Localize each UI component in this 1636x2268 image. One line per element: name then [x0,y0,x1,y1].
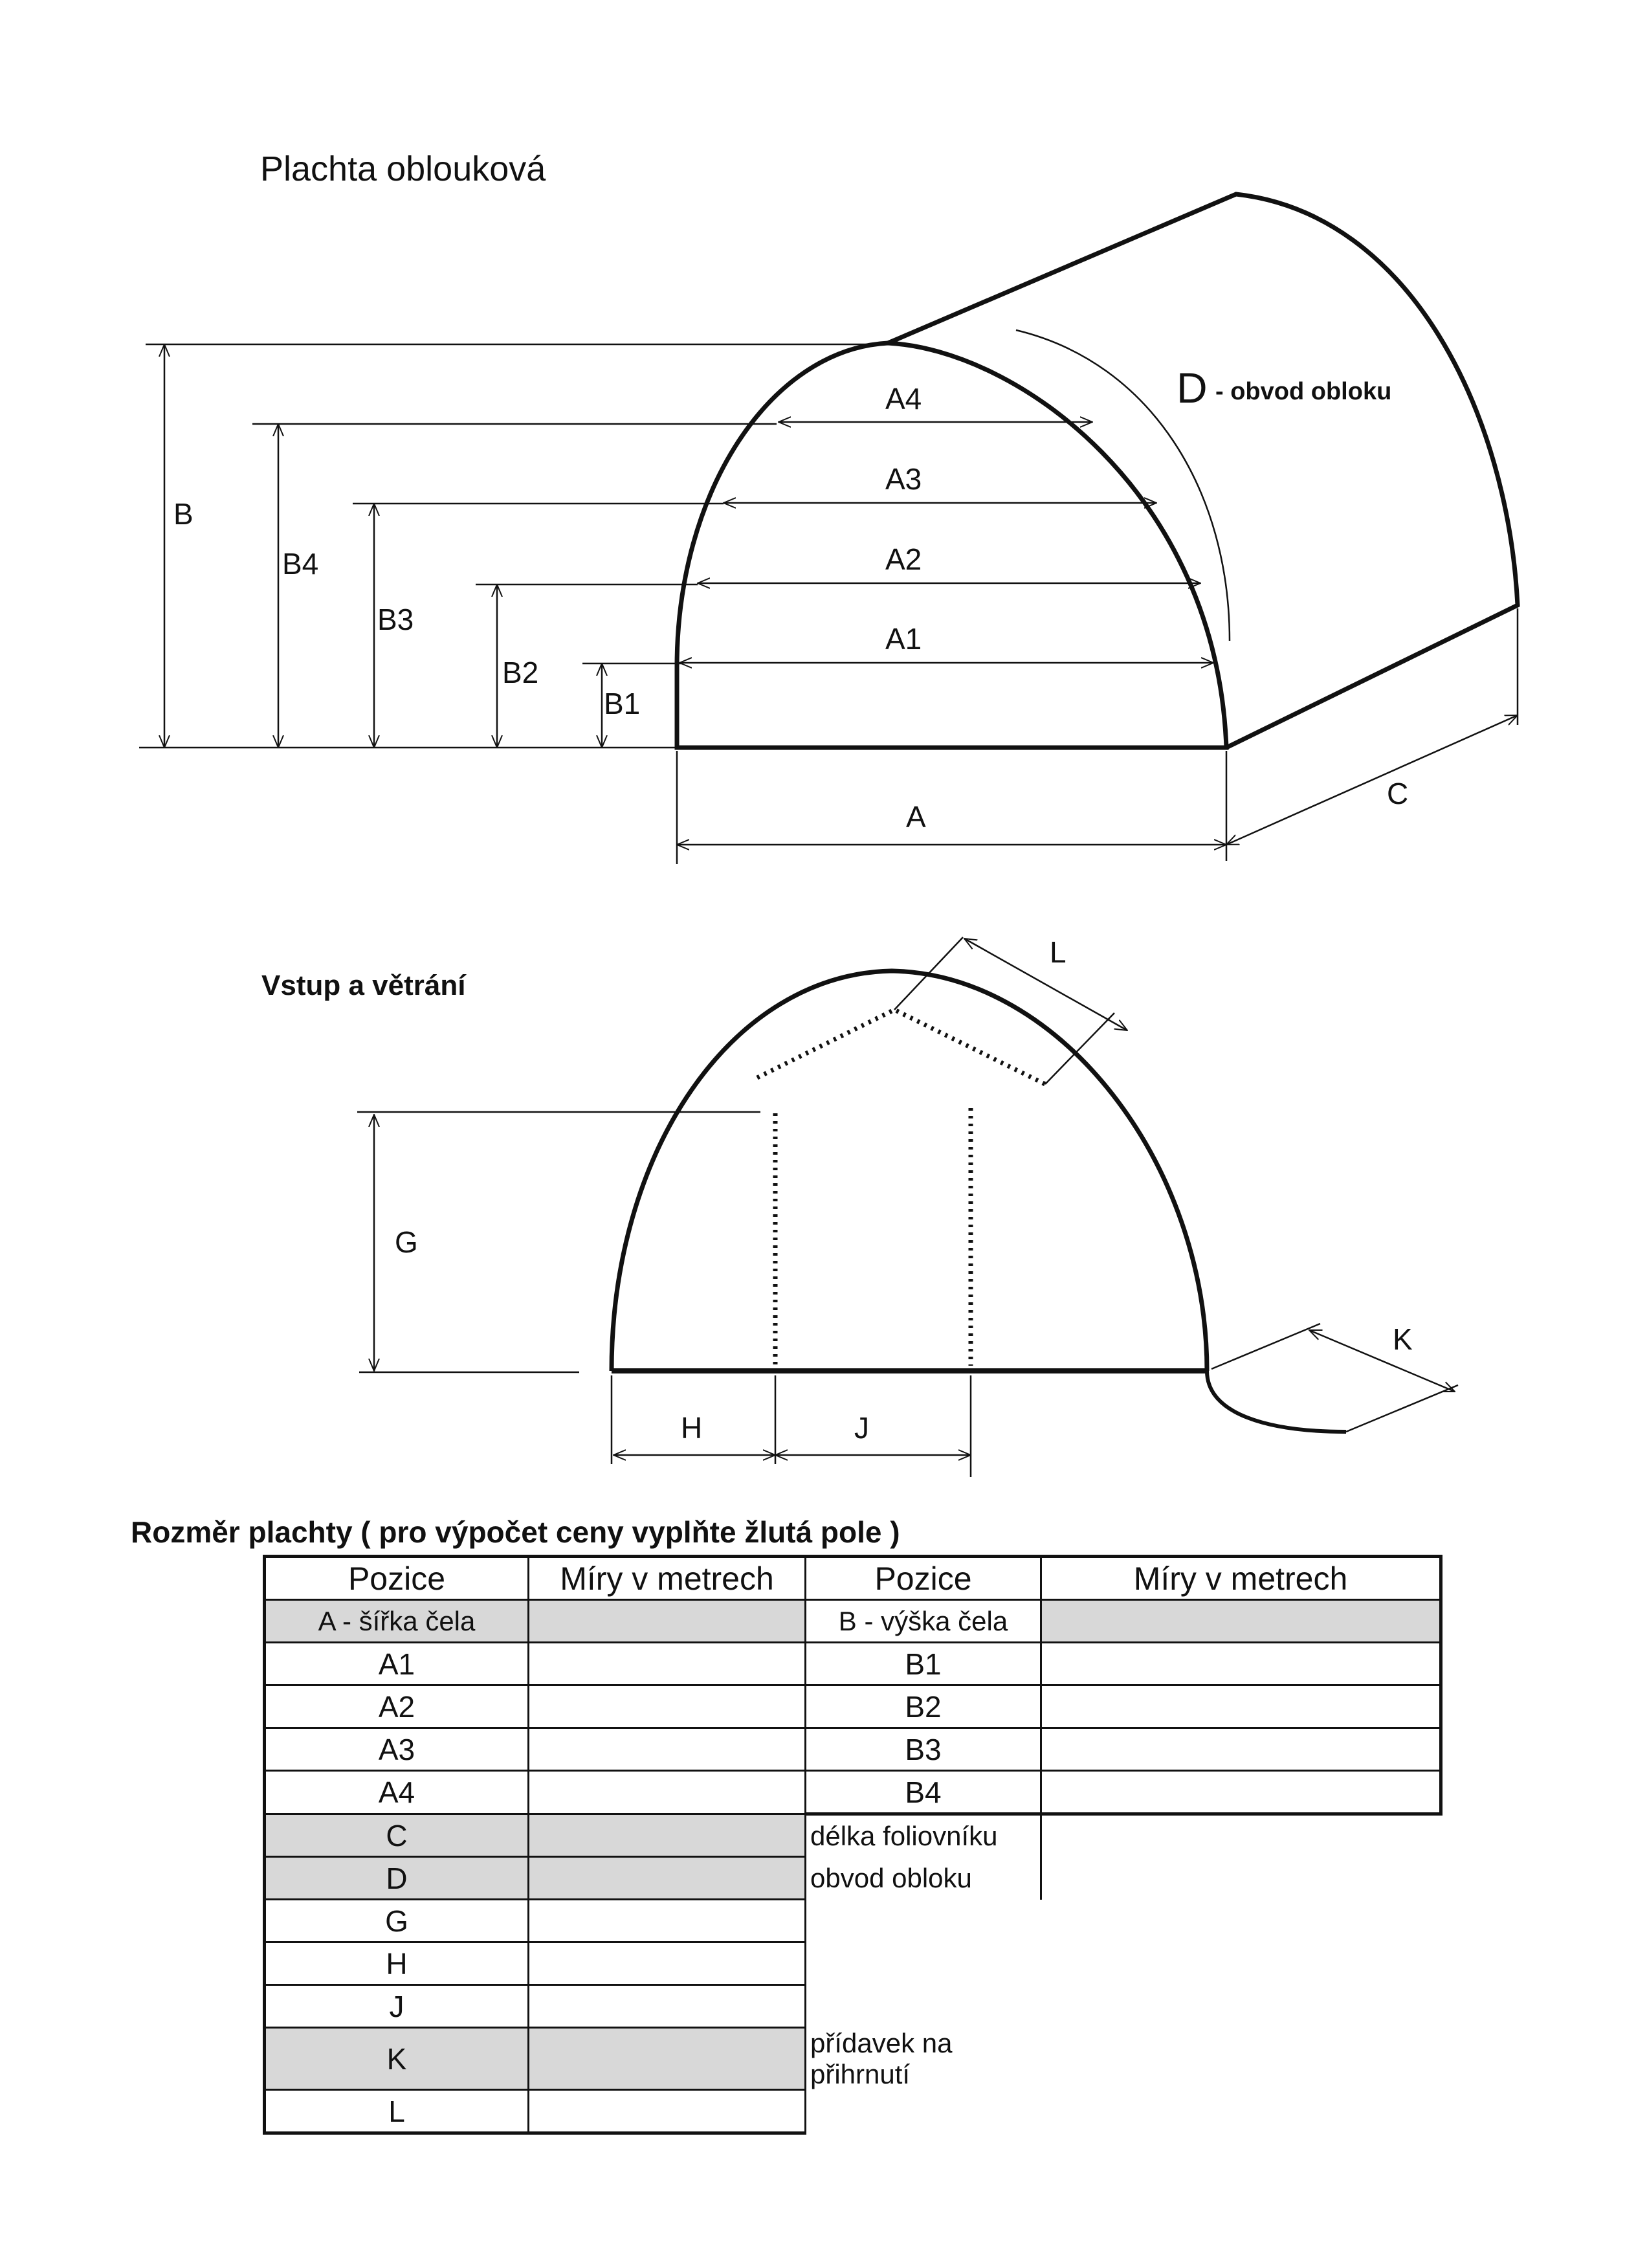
tunnel-outline [677,194,1518,748]
reference-lines-2 [357,937,1458,1477]
fold-flap [1207,1371,1346,1432]
table-row [265,1643,1441,1685]
input-g[interactable] [529,1900,806,1942]
table-row [265,1728,1441,1771]
table-row [265,1600,1441,1643]
table-row [265,1857,1441,1900]
cell-position-b4: B4 [806,1771,1041,1814]
label-B4: B4 [282,547,319,581]
label-J: J [854,1411,869,1445]
cell-position-b1: B1 [806,1643,1041,1685]
input-d[interactable] [529,1857,806,1900]
label-B2: B2 [502,656,539,689]
label-D-text: - obvod obloku [1215,378,1392,405]
label-A4: A4 [885,382,922,416]
cell-position-a: A - šířka čela [265,1600,529,1643]
input-a1[interactable] [529,1643,806,1685]
table-row [265,1900,1441,1942]
diagram-arched-tarp [0,0,1636,906]
label-K: K [1393,1322,1413,1356]
cell-position-a3: A3 [265,1728,529,1771]
table-row [265,1985,1441,2028]
cell-position-b: B - výška čela [806,1600,1041,1643]
cell-position-d: D [265,1857,529,1900]
title-vstup-a-vetrani: Vstup a větrání [261,970,466,1001]
note-delka-foliovniku: délka foliovníku [806,1814,1041,1857]
cell-position-b3: B3 [806,1728,1041,1771]
input-j[interactable] [529,1985,806,2028]
input-c[interactable] [529,1814,806,1857]
label-A3: A3 [885,462,922,496]
label-G: G [395,1225,418,1259]
input-a2[interactable] [529,1685,806,1728]
cell-position-a1: A1 [265,1643,529,1685]
label-C: C [1387,777,1409,810]
title-plachta-obloukova: Plachta oblouková [260,150,546,188]
label-B: B [173,497,193,531]
measurement-table [263,1555,1443,2135]
note-obvod-obloku: obvod obloku [806,1857,1041,1900]
cell-position-h: H [265,1942,529,1985]
note-pridavek: přídavek na přihrnutí [806,2028,1041,2090]
input-b4[interactable] [1041,1771,1441,1814]
table-row [265,2028,1441,2090]
input-b2[interactable] [1041,1685,1441,1728]
cell-position-g: G [265,1900,529,1942]
label-A: A [906,800,926,834]
table-header-row [265,1557,1441,1600]
header-pozice-right: Pozice [806,1557,1041,1600]
label-B1: B1 [604,687,641,720]
input-b[interactable] [1041,1600,1441,1643]
table-row [265,1685,1441,1728]
label-L: L [1050,935,1067,969]
label-B3: B3 [377,603,414,636]
diagram-entrance-ventilation [0,906,1636,1489]
table-row [265,1814,1441,1857]
input-a4[interactable] [529,1771,806,1814]
header-miry-left: Míry v metrech [529,1557,806,1600]
input-k[interactable] [529,2028,806,2090]
table-row [265,1771,1441,1814]
label-D: D [1177,364,1208,412]
input-b3[interactable] [1041,1728,1441,1771]
cell-position-a2: A2 [265,1685,529,1728]
cell-position-k: K [265,2028,529,2090]
header-miry-right: Míry v metrech [1041,1557,1441,1600]
end-wall-arch [612,971,1207,1371]
cell-position-j: J [265,1985,529,2028]
table-row [265,2090,1441,2133]
label-A2: A2 [885,542,922,576]
dimension-arrows-2 [374,939,1455,1455]
cell-position-a4: A4 [265,1771,529,1814]
cell-position-c: C [265,1814,529,1857]
label-A1: A1 [885,622,922,656]
header-pozice-left: Pozice [265,1557,529,1600]
input-l[interactable] [529,2090,806,2133]
table-row [265,1942,1441,1985]
cell-position-b2: B2 [806,1685,1041,1728]
cell-position-l: L [265,2090,529,2133]
label-H: H [681,1411,703,1445]
input-a3[interactable] [529,1728,806,1771]
input-h[interactable] [529,1942,806,1985]
input-b1[interactable] [1041,1643,1441,1685]
entrance-dotted [757,1010,1045,1366]
input-a[interactable] [529,1600,806,1643]
title-rozmer-plachty: Rozměr plachty ( pro výpočet ceny vyplňte žlutá pole ) [131,1515,900,1549]
